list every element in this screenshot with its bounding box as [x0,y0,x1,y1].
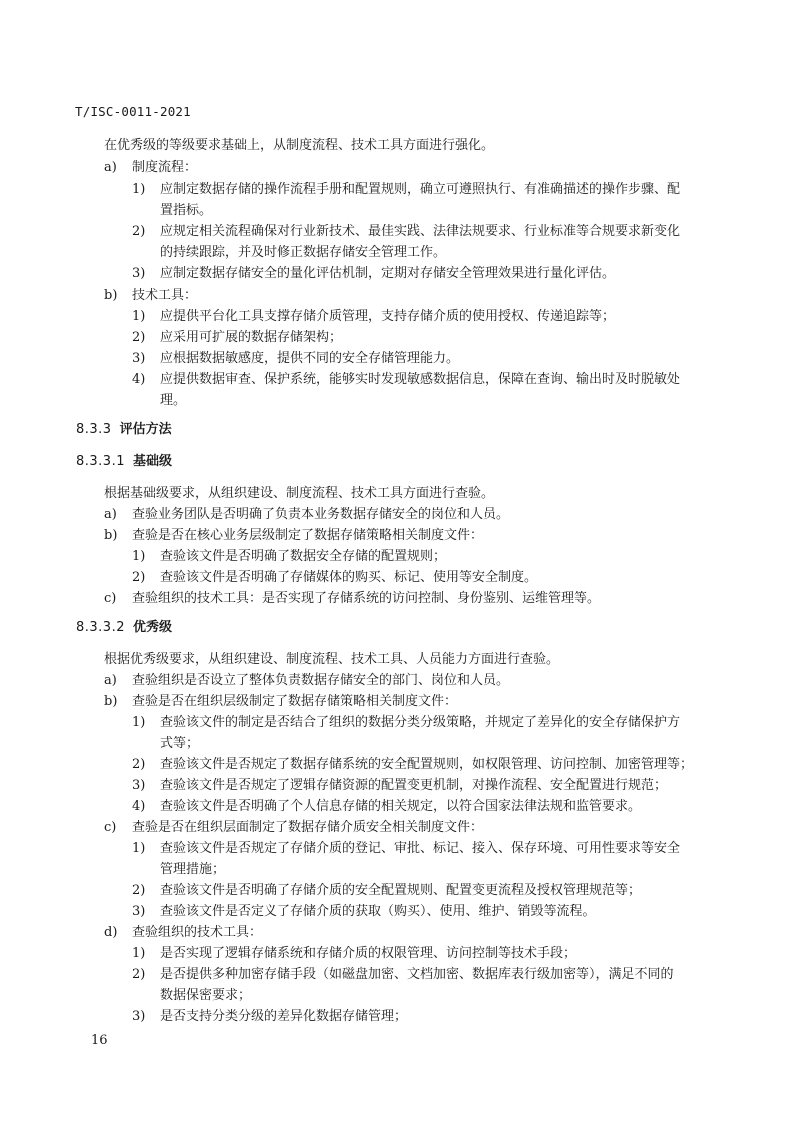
list-item: 查验是否在核心业务层级制定了数据存储策略相关制度文件： [132,528,484,543]
list-marker: 4) [132,799,146,814]
list-marker: b) [104,528,118,543]
list-item-line: 数据保密要求； [160,988,252,1003]
list-item: 查验组织的技术工具：是否实现了存储系统的访问控制、身份鉴别、运维管理等。 [132,591,601,606]
list-item-line: 应制定数据存储的操作流程手册和配置规则，确立可遵照执行、有准确描述的操作步骤、配 [160,182,681,197]
list-marker: 1) [132,841,146,856]
list-marker: a) [104,507,117,522]
list-item-line: 理。 [160,393,187,408]
heading-title: 基础级 [132,454,172,469]
list-item: 查验是否在组织层面制定了数据存储介质安全相关制度文件： [132,820,484,835]
list-item-line: 查验该文件是否明确了数据安全存储的配置规则； [160,549,447,564]
list-item-line: 应提供数据审查、保护系统，能够实时发现敏感数据信息，保障在查询、输出时及时脱敏处 [160,372,681,387]
list-marker: c) [104,820,117,835]
list-item-line: 查验该文件是否规定了数据存储系统的安全配置规则，如权限管理、访问控制、加密管理等； [160,757,694,772]
list-marker: 2) [132,883,146,898]
list-marker: 1) [132,309,146,324]
list-marker: 3) [132,1009,146,1024]
list-marker: 3) [132,904,146,919]
list-item-line: 置指标。 [160,203,213,218]
list-marker: 2) [132,757,146,772]
list-marker: 2) [132,570,146,585]
list-marker: a) [104,160,117,175]
section-heading [76,420,172,439]
page-number: 16 [91,1033,108,1048]
list-marker: 1) [132,715,146,730]
list-item: 查验业务团队是否明确了负责本业务数据存储安全的岗位和人员。 [132,507,510,522]
list-marker: 2) [132,330,146,345]
list-marker: d) [104,925,118,940]
heading-title: 评估方法 [119,422,172,437]
list-item-line: 应提供平台化工具支撑存储介质管理，支持存储介质的使用授权、传递追踪等； [160,309,616,324]
list-item-line: 查验该文件是否规定了存储介质的登记、审批、标记、接入、保存环境、可用性要求等安全 [160,841,681,856]
list-marker: 3) [132,266,146,281]
list-item-line: 管理措施； [160,862,226,877]
list-item: 技术工具： [132,288,198,303]
heading-number: 8.3.3 [76,422,112,437]
list-marker: 1) [132,946,146,961]
subsection-heading [76,618,172,637]
list-marker: 4) [132,372,146,387]
list-marker: c) [104,591,117,606]
heading-title: 优秀级 [132,620,172,635]
list-item-line: 是否支持分类分级的差异化数据存储管理； [160,1009,408,1024]
list-marker: 2) [132,224,146,239]
list-item-line: 式等； [160,736,200,751]
paragraph: 在优秀级的等级要求基础上，从制度流程、技术工具方面进行强化。 [104,138,495,153]
list-item: 制度流程： [132,160,198,175]
list-marker: 3) [132,778,146,793]
list-marker: 3) [132,351,146,366]
list-item: 查验组织是否设立了整体负责数据存储安全的部门、岗位和人员。 [132,673,510,688]
list-item-line: 查验该文件是否明确了存储媒体的购买、标记、使用等安全制度。 [160,570,538,585]
list-item-line: 是否实现了逻辑存储系统和存储介质的权限管理、访问控制等技术手段； [160,946,577,961]
heading-number: 8.3.3.1 [76,454,125,469]
list-marker: 1) [132,549,146,564]
list-marker: b) [104,694,118,709]
paragraph: 根据优秀级要求，从组织建设、制度流程、技术工具、人员能力方面进行查验。 [104,652,560,667]
subsection-heading [76,452,172,471]
list-item-line: 应采用可扩展的数据存储架构； [160,330,343,345]
list-item-line: 查验该文件的制定是否结合了组织的数据分类分级策略，并规定了差异化的安全存储保护方 [160,715,681,730]
list-item-line: 应制定数据存储安全的量化评估机制，定期对存储安全管理效果进行量化评估。 [160,266,616,281]
list-item-line: 的持续跟踪，并及时修正数据存储安全管理工作。 [160,245,447,260]
list-marker: 1) [132,182,146,197]
list-item: 查验是否在组织层级制定了数据存储策略相关制度文件： [132,694,458,709]
list-item-line: 查验该文件是否明确了存储介质的安全配置规则、配置变更流程及授权管理规范等； [160,883,642,898]
heading-number: 8.3.3.2 [76,620,125,635]
list-item-line: 应规定相关流程确保对行业新技术、最佳实践、法律法规要求、行业标准等合规要求新变化 [160,224,681,239]
list-marker: b) [104,288,118,303]
list-item-line: 查验该文件是否明确了个人信息存储的相关规定，以符合国家法律法规和监管要求。 [160,799,642,814]
list-item-line: 应根据数据敏感度，提供不同的安全存储管理能力。 [160,351,460,366]
list-item: 查验组织的技术工具： [132,925,263,940]
list-marker: 2) [132,967,146,982]
paragraph: 根据基础级要求，从组织建设、制度流程、技术工具方面进行查验。 [104,486,495,501]
list-item-line: 查验该文件是否定义了存储介质的获取（购买）、使用、维护、销毁等流程。 [160,904,596,919]
list-item-line: 查验该文件是否规定了逻辑存储资源的配置变更机制，对操作流程、安全配置进行规范； [160,778,668,793]
list-marker: a) [104,673,117,688]
document-code: T/ISC-0011-2021 [75,104,191,119]
list-item-line: 是否提供多种加密存储手段（如磁盘加密、文档加密、数据库表行级加密等），满足不同的 [160,967,674,982]
